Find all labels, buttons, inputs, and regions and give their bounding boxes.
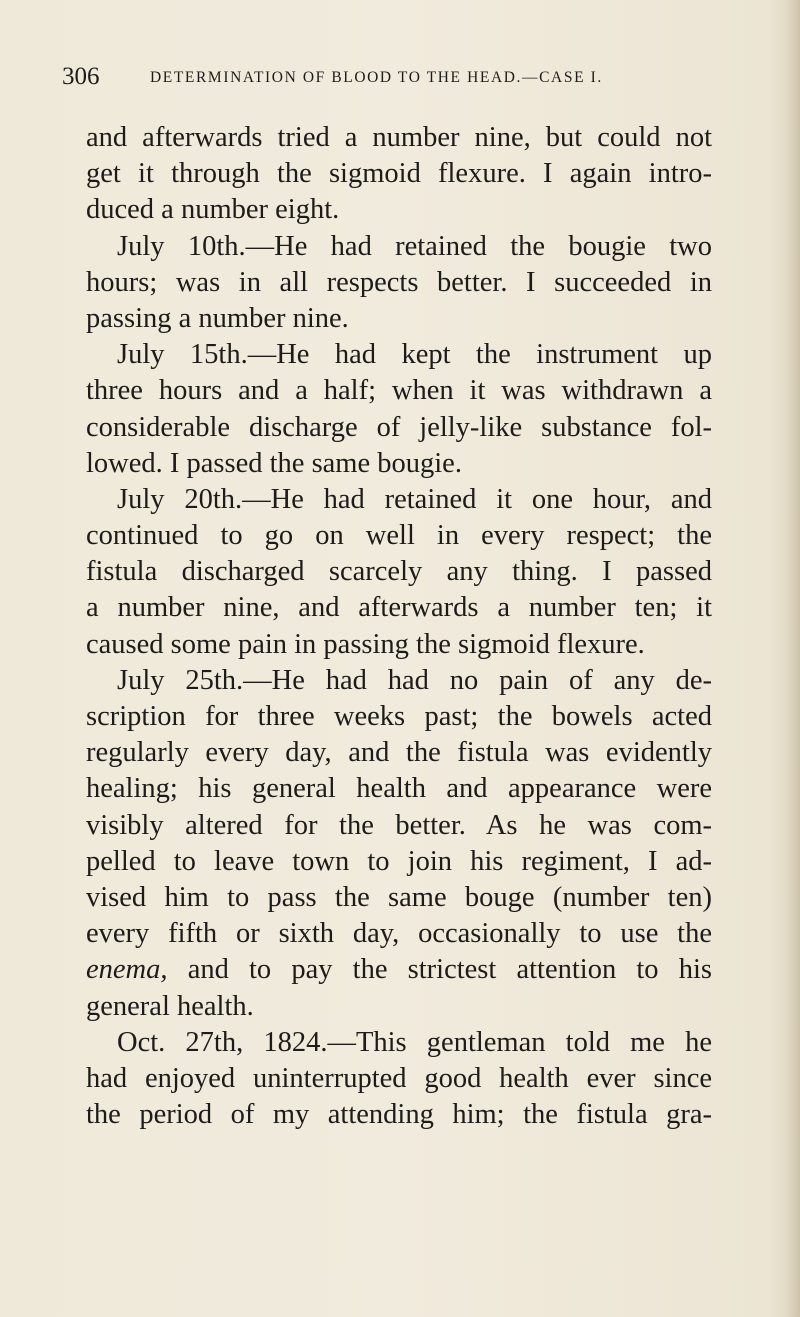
text-line: hours; was in all respects better. I succeeded in: [86, 266, 712, 298]
italic-word-enema: enema,: [86, 954, 168, 986]
text-line: [86, 952, 712, 988]
text-line: get it through the sigmoid flexure. I again intro-: [86, 158, 712, 190]
page-number: 306: [62, 63, 100, 90]
text-line: vised him to pass the same bouge (number ten): [86, 881, 712, 913]
text-line: three hours and a half; when it was withdrawn a: [86, 375, 712, 407]
text-line: and afterwards tried a number nine, but could not: [86, 122, 712, 153]
page-header: [62, 62, 722, 92]
entry-july-20: July 20th.—He had retained it one hour, and: [117, 483, 712, 515]
body-text: [86, 120, 712, 1133]
page-edge-shadow: [786, 0, 800, 1317]
text-line: had enjoyed uninterrupted good health ever since: [86, 1062, 712, 1094]
text-line: every fifth or sixth day, occasionally to use the: [86, 918, 712, 950]
text-line: a number nine, and afterwards a number ten; it: [86, 592, 712, 624]
running-title: DETERMINATION OF BLOOD TO THE HEAD.—CASE I.: [150, 69, 603, 86]
entry-july-25: July 25th.—He had had no pain of any de-: [117, 664, 712, 696]
text-line: pelled to leave town to join his regiment, I ad-: [86, 845, 712, 877]
entry-july-10: July 10th.—He had retained the bougie two: [117, 230, 712, 262]
text-line: regularly every day, and the fistula was evidently: [86, 737, 712, 769]
text-line: considerable discharge of jelly-like substance fol-: [86, 411, 712, 443]
text-line: scription for three weeks past; the bowels acted: [86, 701, 712, 732]
text-line: visibly altered for the better. As he was com-: [86, 809, 712, 841]
text-line: lowed. I passed the same bougie.: [86, 447, 462, 479]
entry-july-15: July 15th.—He had kept the instrument up: [117, 339, 712, 371]
text-line: general health.: [86, 990, 254, 1022]
text-line: caused some pain in passing the sigmoid flexure.: [86, 628, 645, 660]
text-line: the period of my attending him; the fistula gra-: [86, 1099, 712, 1131]
text-line: duced a number eight.: [86, 194, 340, 226]
text-line: healing; his general health and appearance were: [86, 773, 712, 805]
text-line: passing a number nine.: [86, 302, 349, 334]
entry-oct-27-1824: Oct. 27th, 1824.—This gentleman told me he: [117, 1026, 712, 1058]
text-line: fistula discharged scarcely any thing. I passed: [86, 556, 712, 588]
text-line-rest: and to pay the strictest attention to his: [167, 954, 712, 986]
text-line: continued to go on well in every respect; the: [86, 520, 712, 552]
